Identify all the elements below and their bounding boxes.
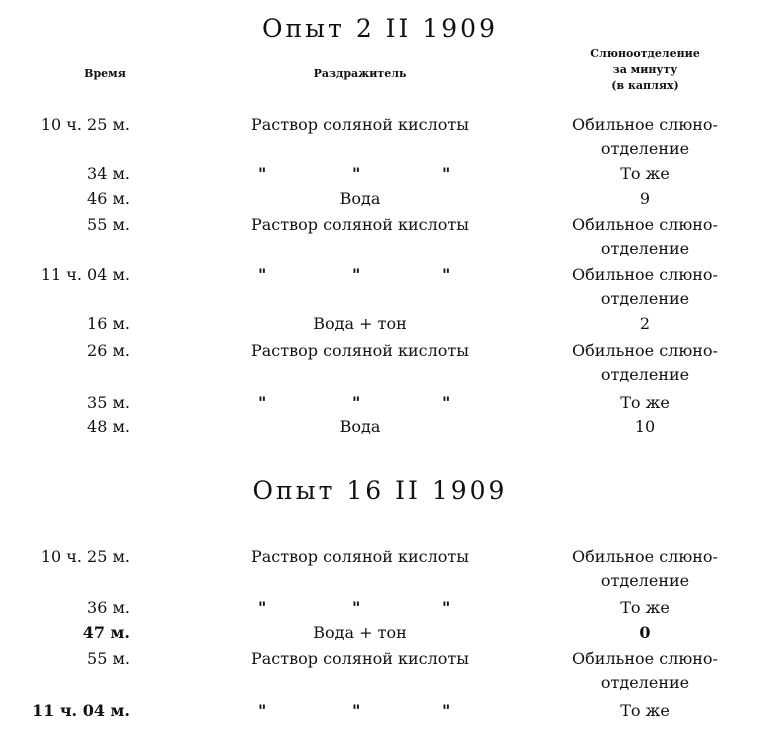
stimulus-cell: Раствор соляной кислоты	[251, 215, 469, 234]
response-line: 2	[639, 314, 651, 333]
header-response-line-2: за минуту	[612, 63, 678, 76]
response-line: отделение	[600, 239, 690, 258]
table-row	[0, 214, 760, 258]
stimulus-cell: Вода + тон	[313, 623, 407, 642]
time-cell: 46 м.	[87, 189, 130, 208]
time-cell: 10 ч. 25 м.	[40, 115, 130, 134]
time-cell: 16 м.	[87, 314, 130, 333]
response-line: Обильное слюно-	[572, 215, 718, 234]
stimulus-cell: Раствор соляной кислоты	[251, 115, 469, 134]
response-line: Обильное слюно-	[572, 341, 718, 360]
table-row	[0, 313, 760, 335]
table-row	[0, 546, 760, 590]
table-row: 11 ч. 04 м. " " " То же	[0, 700, 760, 722]
time-cell: 55 м.	[87, 215, 130, 234]
table-row	[0, 416, 760, 438]
response-line: То же	[620, 701, 670, 720]
response-line: отделение	[600, 673, 690, 692]
table-row	[0, 188, 760, 210]
table-row: 35 м. " " " То же	[0, 392, 760, 414]
response-line: 0	[639, 623, 651, 642]
table-row	[0, 622, 760, 644]
table-row	[0, 340, 760, 384]
table-row: 34 м. " " " То же	[0, 163, 760, 185]
stimulus-cell: Раствор соляной кислоты	[251, 341, 469, 360]
table-row	[0, 648, 760, 692]
response-line: Обильное слюно-	[572, 649, 718, 668]
time-cell: 48 м.	[87, 417, 130, 436]
time-cell: 11 ч. 04 м.	[32, 701, 130, 720]
stimulus-cell: Вода	[339, 189, 381, 208]
header-response	[530, 46, 760, 94]
response-line: отделение	[600, 289, 690, 308]
experiment-2-title: Опыт 16 II 1909	[252, 476, 508, 505]
stimulus-cell: Раствор соляной кислоты	[251, 649, 469, 668]
header-stimulus: Раздражитель	[313, 67, 407, 80]
experiment-1-title: Опыт 2 II 1909	[261, 14, 498, 43]
time-cell: 55 м.	[87, 649, 130, 668]
response-line: 9	[639, 189, 651, 208]
table-row: 36 м. " " " То же	[0, 597, 760, 619]
time-cell: 34 м.	[87, 164, 130, 183]
time-cell: 10 ч. 25 м.	[40, 547, 130, 566]
table-row: 11 ч. 04 м. " " " Обильное слюно- отделение	[0, 264, 760, 286]
time-cell: 11 ч. 04 м.	[40, 265, 130, 284]
time-cell: 26 м.	[87, 341, 130, 360]
response-line: Обильное слюно-	[572, 547, 718, 566]
response-line: отделение	[600, 571, 690, 590]
header-time: Время	[84, 67, 126, 80]
response-line: отделение	[600, 365, 690, 384]
response-line: Обильное слюно-	[572, 115, 718, 134]
response-line: Обильное слюно-	[572, 265, 718, 284]
response-line: отделение	[600, 139, 690, 158]
stimulus-cell: Вода + тон	[313, 314, 407, 333]
time-cell: 47 м.	[82, 623, 130, 642]
stimulus-cell: Раствор соляной кислоты	[251, 547, 469, 566]
response-line: 10	[634, 417, 656, 436]
stimulus-cell: Вода	[339, 417, 381, 436]
time-cell: 36 м.	[87, 598, 130, 617]
response-line: То же	[620, 393, 670, 412]
response-line: То же	[620, 598, 670, 617]
time-cell: 35 м.	[87, 393, 130, 412]
table-row	[0, 114, 760, 158]
header-response-line-3: (в каплях)	[611, 79, 679, 92]
response-line: То же	[620, 164, 670, 183]
header-response-line-1: Слюноотделение	[590, 47, 700, 60]
